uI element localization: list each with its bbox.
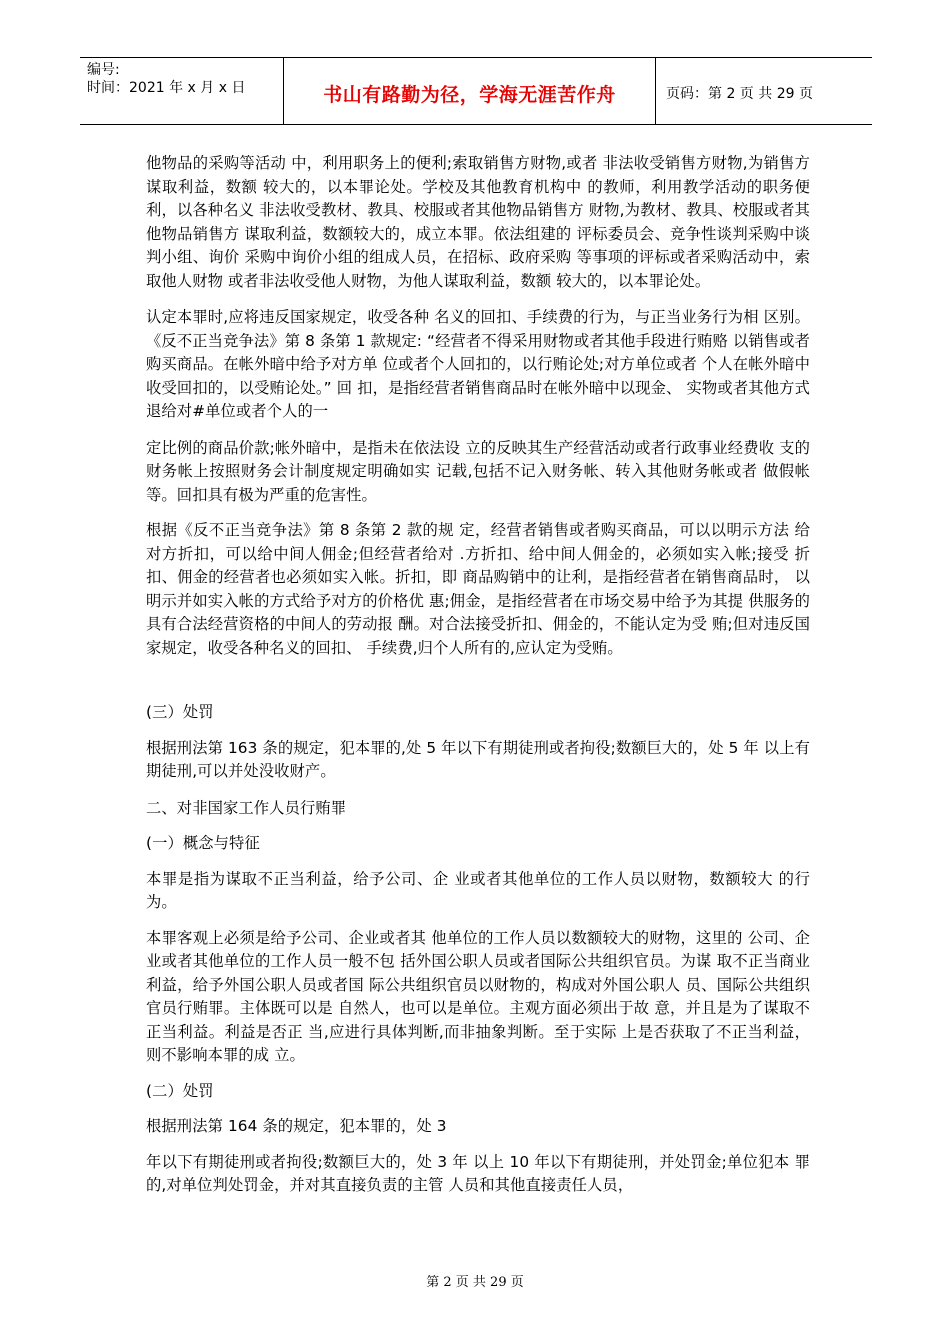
document-number-label: 编号:: [87, 62, 120, 78]
paragraph: 他物品的采购等活动 中，利用职务上的便利;索取销售方财物,或者 非法收受销售方财物,为销售方谋取利益，数额 较大的，以本罪论处。学校及其他教育机构中 的教师，利用教学活动的职务便利，以各种名义 非法收受教材、教具、校服或者其他物品销售方 财物,为教材、教具、校服或者其他物品销售方 谋取利益，数额较大的，成立本罪。依法组建的 评标委员会、竞争性谈判采购中谈判小组、询价 采购中询价小组的组成人员，在招标、政府采购 等事项的评标或者采购活动中，索取他人财物 或者非法收受他人财物，为他人谋取利益，数额 较大的，以本罪论处。: [146, 154, 810, 290]
page-header: [80, 57, 872, 125]
section-heading: 二、对非国家工作人员行贿罪: [146, 798, 347, 817]
paragraph: 根据《反不正当竞争法》第 8 条第 2 款的规 定，经营者销售或者购买商品，可以以明示方法 给对方折扣，可以给中间人佣金;但经营者给对 .方折扣、给中间人佣金的，必须如实入帐;接受 折扣、佣金的经营者也必须如实入帐。折扣，即 商品购销中的让利，是指经营者在销售商品时， 以明示并如实入帐的方式给予对方的价格优 惠;佣金，是指经营者在市场交易中给予为其提 供服务的具有合法经营资格的中间人的劳动报 酬。对合法接受折扣、佣金的，不能认定为受 贿;但对违反国家规定，收受各种名义的回扣、 手续费,归个人所有的,应认定为受贿。: [146, 521, 810, 657]
header-meta: [80, 58, 284, 124]
header-motto: 书山有路勤为径，学海无涯苦作舟: [284, 58, 656, 124]
document-body: [146, 152, 810, 1198]
paragraph: 认定本罪时,应将违反国家规定，收受各种 名义的回扣、手续费的行为，与正当业务行为相 区别。《反不正当竞争法》第 8 条第 1 款规定: “经营者不得采用财物或者其他手段进行贿赂 以销售或者购买商品。在帐外暗中给予对方单 位或者个人回扣的，以行贿论处;对方单位或者 个人在帐外暗中收受回扣的，以受贿论处。” 回 扣，是指经营者销售商品时在帐外暗中以现金、 实物或者其他方式退给对#单位或者个人的一: [146, 308, 810, 420]
section-heading: (三）处罚: [146, 703, 214, 721]
section-heading: (二）处罚: [146, 1081, 214, 1100]
paragraph: 定比例的商品价款;帐外暗中，是指未在依法设 立的反映其生产经营活动或者行政事业经费收 支的财务帐上按照财务会计制度规定明确如实 记载,包括不记入财务帐、转入其他财务帐或者 做假帐等。回扣具有极为严重的危害性。: [146, 438, 810, 504]
page-footer: 第 2 页 共 29 页: [426, 1275, 524, 1290]
document-date-label: 时间：2021 年 x 月 x 日: [87, 80, 246, 96]
section-heading: (一）概念与特征: [146, 834, 260, 852]
header-page-info: 页码：第 2 页 共 29 页: [666, 86, 813, 102]
paragraph: 年以下有期徒刑或者拘役;数额巨大的，处 3 年 以上 10 年以下有期徒刑，并处罚金;单位犯本 罪的,对单位判处罚金，并对其直接负责的主管 人员和其他直接责任人员，: [146, 1152, 810, 1194]
paragraph: 根据刑法第 163 条的规定，犯本罪的,处 5 年以下有期徒刑或者拘役;数额巨大的，处 5 年 以上有期徒刑,可以并处没收财产。: [146, 738, 810, 780]
paragraph: 本罪是指为谋取不正当利益，给予公司、企 业或者其他单位的工作人员以财物，数额较大 的行为。: [146, 869, 810, 911]
paragraph: 本罪客观上必须是给予公司、企业或者其 他单位的工作人员以数额较大的财物，这里的 公司、企业或者其他单位的工作人员一般不包 括外国公职人员或者国际公共组织官员。为谋 取不正当商业利益，给予外国公职人员或者国 际公共组织官员以财物的，构成对外国公职人 员、国际公共组织官员行贿罪。主体既可以是 自然人，也可以是单位。主观方面必须出于故 意，并且是为了谋取不正当利益。利益是否正 当,应进行具体判断,而非抽象判断。至于实际 上是否获取了不正当利益，则不影响本罪的成 立。: [146, 928, 810, 1064]
paragraph: 根据刑法第 164 条的规定，犯本罪的，处 3: [146, 1117, 447, 1135]
